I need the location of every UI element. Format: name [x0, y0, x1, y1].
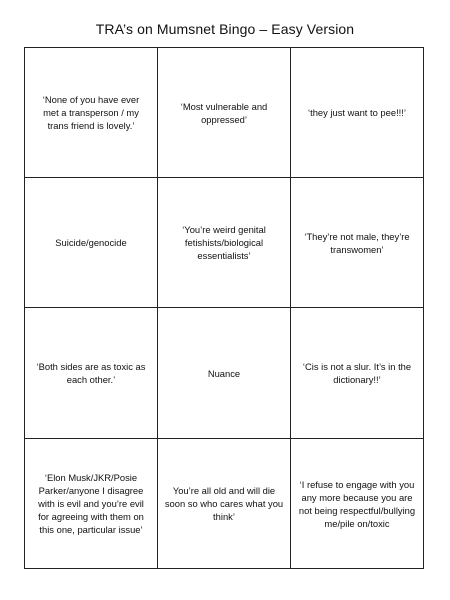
bingo-cell	[25, 48, 158, 178]
bingo-cell	[291, 178, 423, 308]
bingo-cell	[291, 48, 423, 178]
bingo-cell-text: ‘Elon Musk/JKR/Posie Parker/anyone I disagree with is evil and you’re evil for agreeing with them on this one, particular issue’	[38, 472, 144, 535]
bingo-cell-text: You’re all old and will die soon so who cares what you think’	[164, 485, 284, 522]
bingo-cell-text: ‘Cis is not a slur. It’s in the dictionary!!’	[302, 361, 412, 385]
bingo-cell-text: ‘You’re weird genital fetishists/biological essentialists’	[182, 224, 266, 261]
bingo-cell-text: ‘None of you have ever met a transperson / my trans friend is lovely.’	[42, 94, 140, 131]
bingo-cell-text: ‘Both sides are as toxic as each other.’	[36, 361, 146, 385]
bingo-cell	[158, 48, 291, 178]
page-title: TRA’s on Mumsnet Bingo – Easy Version	[95, 21, 355, 37]
bingo-cell	[25, 308, 158, 439]
bingo-cell	[25, 439, 158, 568]
bingo-cell	[158, 439, 291, 568]
bingo-grid	[24, 47, 424, 569]
bingo-cell	[158, 308, 291, 439]
bingo-cell	[291, 308, 423, 439]
bingo-cell	[291, 439, 423, 568]
bingo-cell-text: Suicide/genocide	[55, 237, 127, 248]
bingo-cell-text: ‘They’re not male, they’re transwomen’	[304, 230, 410, 255]
bingo-cell-text: ‘Most vulnerable and oppressed’	[180, 100, 268, 125]
bingo-cell-text: Nuance	[207, 367, 241, 379]
bingo-cell	[25, 178, 158, 308]
bingo-cell-text: ‘they just want to pee!!!’	[308, 107, 406, 118]
bingo-cell-text: ‘I refuse to engage with you any more because you are not being respectful/bullying me/pile on/toxic	[298, 478, 416, 529]
bingo-cell	[158, 178, 291, 308]
